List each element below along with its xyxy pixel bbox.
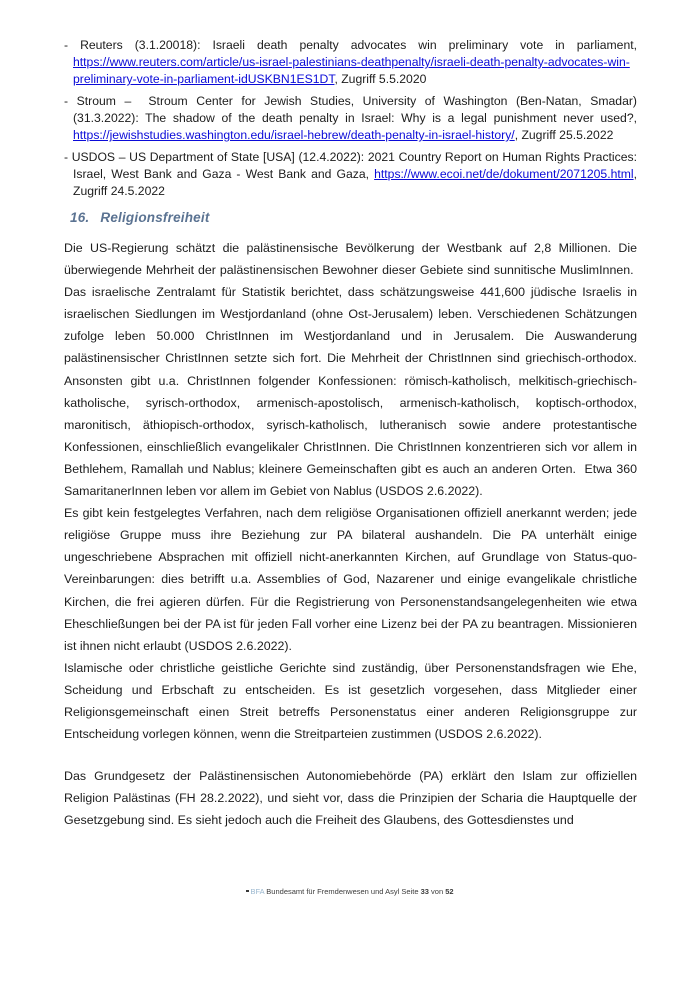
paragraph-basic-law: Das Grundgesetz der Palästinensischen Autonomiebehörde (PA) erklärt den Islam zur offiziellen Religion Palästinas (FH 28.2.2022), und sieht vor, dass die Prinzipien der Scharia die Hauptquelle der Gesetzgebung sind. Es sieht jedoch auch die Freiheit des Glaubens, des Gottesdienstes und xyxy=(64,769,637,828)
paragraph-recognition: Es gibt kein festgelegtes Verfahren, nach dem religiöse Organisationen offiziell anerkannt werden; jede religiöse Gruppe muss ihre Beziehung zur PA bilateral aushandeln. Die PA unterhält einige ungeschriebene Absprachen mit offiziell nicht-anerkannten Kirchen, auf Grundlage von Status-quo-Vereinbarungen: dies betrifft u.a. Assemblies of God, Nazarener und einige evangelikale christliche Kirchen, die frei agieren dürfen. Für die Registrierung von Personenstandsangelegenheiten wie etwa Eheschließungen bei der PA ist für jeden Fall vorher eine Lizenz bei der PA zu beantragen. Missionieren ist ihnen nicht erlaubt (USDOS 2.6.2022). xyxy=(64,506,637,653)
reference-link-stroum[interactable]: https://jewishstudies.washington.edu/israel-hebrew/death-penalty-in-israel-history/ xyxy=(73,128,515,142)
reference-item-stroum xyxy=(64,93,637,144)
paragraph-population: Die US-Regierung schätzt die palästinensische Bevölkerung der Westbank auf 2,8 Millionen. Die überwiegende Mehrheit der palästinensischen Bewohner dieser Gebiete sind sunnitische MuslimInnen. Das israelische Zentralamt für Statistik berichtet, dass schätzungsweise 441,600 jüdische Israelis in israelischen Siedlungen im Westjordanland (ohne Ost-Jerusalem) leben. Verschiedenen Schätzungen zufolge leben 50.000 ChristInnen im Westjordanland und in Jerusalem. Die Auswanderung palästinensischer ChristInnen setzte sich fort. Die Mehrheit der ChristInnen sind griechisch-orthodox. Ansonsten gibt u.a. ChristInnen folgender Konfessionen: römisch-katholisch, melkitisch-griechisch-katholische, syrisch-orthodox, armenisch-apostolisch, armenisch-katholisch, koptisch-orthodox, maronitisch, äthiopisch-orthodox, syrisch-katholisch, lutheranisch sowie andere protestantische Konfessionen, einschließlich evangelikaler ChristInnen. Die ChristInnen konzentrieren sich vor allem in Bethlehem, Ramallah und Nablus; kleinere Gemeinschaften gibt es auch an anderen Orten. Etwa 360 SamaritanerInnen leben vor allem im Gebiet von Nablus (USDOS 2.6.2022). xyxy=(64,241,637,499)
page-footer xyxy=(0,887,700,897)
bullet-marker: - xyxy=(64,94,69,108)
footer-of-label: von xyxy=(431,887,444,896)
reference-item-usdos xyxy=(64,149,637,200)
footer-org-abbr: BFA xyxy=(250,887,265,896)
section-heading xyxy=(70,210,637,225)
section-body xyxy=(64,237,637,831)
footer-page-label: Seite xyxy=(401,887,419,896)
reference-text: Stroum – Stroum Center for Jewish Studies, University of Washington (Ben-Natan, Smadar) (31.3.2022): The shadow of the death penalty in Israel: Why is a legal punishment never used?, xyxy=(73,94,637,125)
reference-access-date: , Zugriff 25.5.2022 xyxy=(514,128,614,142)
reference-list xyxy=(64,37,637,200)
reference-link-usdos[interactable]: https://www.ecoi.net/de/dokument/2071205.html xyxy=(374,167,634,181)
bfa-logo-icon xyxy=(246,890,249,893)
section-number: 16. xyxy=(70,210,90,225)
section-title: Religionsfreiheit xyxy=(100,210,210,225)
reference-text: USDOS – US Department of State [USA] (12.4.2022): 2021 Country Report on Human Rights Practices: Israel, West Bank and Gaza - West Bank and Gaza, xyxy=(71,150,637,181)
reference-access-date: , Zugriff 5.5.2020 xyxy=(334,72,427,86)
reference-access-date: , Zugriff 24.5.2022 xyxy=(73,167,637,198)
paragraph-courts: Islamische oder christliche geistliche Gerichte sind zuständig, über Personenstandsfragen wie Ehe, Scheidung und Erbschaft zu entscheiden. Es ist gesetzlich vorgesehen, dass Mitglieder einer Religionsgemeinschaft einen Streit betreffs Personenstatus einer anderen Religionsgruppe zur Entscheidung vorlegen können, wenn die Streitparteien zustimmen (USDOS 2.6.2022). xyxy=(64,660,637,742)
page-content xyxy=(64,37,637,831)
reference-text: Reuters (3.1.20018): Israeli death penalty advocates win preliminary vote in parliament, xyxy=(80,38,637,52)
reference-item-reuters xyxy=(64,37,637,88)
footer-org-name: Bundesamt für Fremdenwesen und Asyl xyxy=(266,887,400,896)
reference-link-reuters[interactable]: https://www.reuters.com/article/us-israel-palestinians-deathpenalty/israeli-death-penalty-advocates-win-preliminary-vote-in-parliament-idUSKBN1ES1DT xyxy=(73,55,630,86)
footer-total-pages: 52 xyxy=(445,887,454,896)
bullet-marker: - xyxy=(64,38,69,52)
footer-page-number: 33 xyxy=(420,887,429,896)
bullet-marker: - xyxy=(64,150,69,164)
